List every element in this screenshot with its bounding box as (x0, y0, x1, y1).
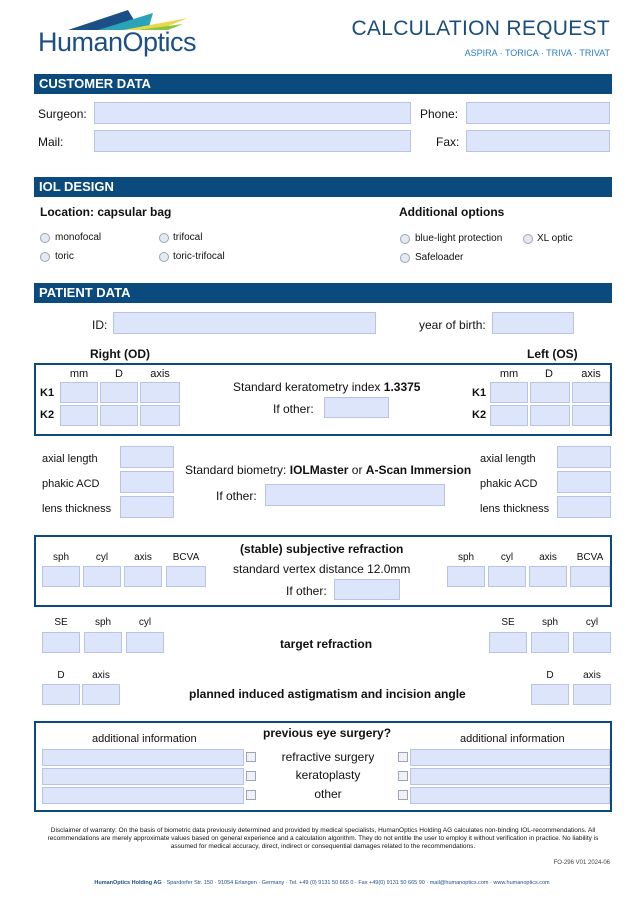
se-header-os: SE (501, 617, 515, 628)
safeloader-label: Safeloader (415, 252, 464, 263)
biometry-or: or (351, 463, 363, 477)
astig-d-os[interactable] (531, 684, 569, 705)
mail-field[interactable] (94, 130, 411, 152)
axis-od[interactable] (124, 566, 162, 587)
bcva-od[interactable] (166, 566, 206, 587)
additional-info-od-1[interactable] (42, 749, 244, 766)
additional-info-os-3[interactable] (410, 787, 610, 804)
kerato-mm-os: mm (499, 368, 519, 380)
section-patient-data: PATIENT DATA (34, 283, 612, 303)
safeloader-radio[interactable] (400, 253, 410, 263)
page-title: CALCULATION REQUEST (351, 17, 610, 40)
bcva-header-os: BCVA (576, 552, 604, 563)
biometry-if-other-field[interactable] (265, 484, 445, 506)
refractive-surgery-label: refractive surgery (281, 750, 375, 764)
id-label: ID: (92, 318, 108, 332)
phone-label: Phone: (420, 107, 459, 121)
additional-options-label: Additional options (399, 205, 505, 219)
phakic-acd-od[interactable] (120, 471, 174, 493)
axis-header-os: axis (539, 552, 557, 563)
form-code: FO-296 V01 2024-06 (553, 860, 610, 866)
kerato-if-other-label: If other: (273, 402, 314, 416)
monofocal-radio[interactable] (40, 233, 50, 243)
k2-label-os: K2 (472, 409, 487, 421)
surgeon-field[interactable] (94, 102, 411, 124)
lens-thickness-os[interactable] (557, 496, 611, 518)
vertex-distance-text: standard vertex distance 12.0mm (233, 562, 411, 576)
cyl-header-os: cyl (500, 552, 514, 563)
fax-field[interactable] (466, 130, 610, 152)
keratoplasty-checkbox-os[interactable] (398, 771, 408, 781)
k1-mm-os[interactable] (490, 382, 528, 403)
kerato-axis-os: axis (581, 368, 601, 380)
bcva-os[interactable] (570, 566, 610, 587)
biometry-option-b: A-Scan Immersion (365, 463, 472, 477)
target-sph-header-os: sph (541, 617, 559, 628)
blue-light-radio[interactable] (400, 234, 410, 244)
sph-header-os: sph (457, 552, 475, 563)
target-sph-os[interactable] (531, 632, 569, 653)
left-eye-label: Left (OS) (527, 347, 578, 361)
cyl-od[interactable] (83, 566, 121, 587)
xl-optic-radio[interactable] (523, 234, 533, 244)
footer-company: HumanOptics Holding AG (94, 880, 162, 886)
toric-label: toric (55, 251, 74, 262)
monofocal-label: monofocal (55, 232, 102, 243)
refraction-title: (stable) subjective refraction (240, 542, 404, 556)
bcva-header-od: BCVA (172, 552, 200, 563)
additional-info-od-3[interactable] (42, 787, 244, 804)
k1-label-os: K1 (472, 387, 487, 399)
k1-d-od[interactable] (100, 382, 138, 403)
disclaimer: Disclaimer of warranty: On the basis of biometric data previously determined and provided by medical specialists, HumanOptics Holding AG calculates non-binding IOL-recommendations. All recommendations are merely approximate values based on general experience and a calculation algorithm. They do not entitle the user to employ it without verification in practice. No liability is assumed for medical accuracy, direct, indirect or consequential damages related to the recommendations. (47, 827, 599, 850)
phakic-acd-label-od: phakic ACD (42, 478, 100, 490)
id-field[interactable] (113, 312, 376, 334)
target-sph-od[interactable] (84, 632, 122, 653)
fax-label: Fax: (436, 135, 460, 149)
year-of-birth-field[interactable] (492, 312, 574, 334)
astig-axis-od[interactable] (82, 684, 120, 705)
biometry-label: Standard biometry: (185, 463, 287, 477)
footer-address-line (0, 880, 644, 886)
refraction-if-other-field[interactable] (334, 579, 400, 600)
astig-d-header-os: D (546, 670, 554, 681)
biometry-option-a: IOLMaster (289, 463, 349, 477)
k1-d-os[interactable] (530, 382, 570, 403)
refractive-surgery-checkbox-od[interactable] (246, 752, 256, 762)
cyl-header-od: cyl (95, 552, 109, 563)
biometry-if-other-label: If other: (216, 489, 257, 503)
trifocal-label: trifocal (173, 232, 203, 243)
k2-mm-os[interactable] (490, 405, 528, 426)
k1-label-od: K1 (40, 387, 55, 399)
section-customer-data: CUSTOMER DATA (34, 74, 612, 94)
year-of-birth-label: year of birth: (419, 318, 486, 332)
additional-info-os-2[interactable] (410, 768, 610, 785)
additional-info-od-2[interactable] (42, 768, 244, 785)
astig-axis-os[interactable] (573, 684, 611, 705)
refraction-if-other-label: If other: (286, 584, 327, 598)
k2-axis-os[interactable] (572, 405, 610, 426)
additional-info-os-1[interactable] (410, 749, 610, 766)
location-label: Location: capsular bag (40, 205, 172, 219)
other-label: other (314, 787, 342, 801)
keratoplasty-label: keratoplasty (295, 768, 361, 782)
section-iol-design: IOL DESIGN (34, 177, 612, 197)
astig-d-od[interactable] (42, 684, 80, 705)
lens-thickness-od[interactable] (120, 496, 174, 518)
axial-length-os[interactable] (557, 446, 611, 468)
axis-os[interactable] (529, 566, 567, 587)
target-cyl-header-od: cyl (138, 617, 152, 628)
phakic-acd-label-os: phakic ACD (480, 478, 538, 490)
k1-mm-od[interactable] (60, 382, 98, 403)
blue-light-label: blue-light protection (415, 233, 503, 244)
target-cyl-od[interactable] (126, 632, 164, 653)
right-eye-label: Right (OD) (90, 347, 150, 361)
cyl-os[interactable] (488, 566, 526, 587)
target-se-os[interactable] (489, 632, 527, 653)
se-header-od: SE (54, 617, 68, 628)
k2-d-os[interactable] (530, 405, 570, 426)
keratometry-index-label: Standard keratometry index (233, 380, 381, 394)
kerato-mm-od: mm (69, 368, 89, 380)
axial-length-label-od: axial length (42, 453, 98, 465)
lens-thickness-label-od: lens thickness (42, 503, 112, 515)
axial-length-label-os: axial length (480, 453, 536, 465)
axial-length-od[interactable] (120, 446, 174, 468)
target-refraction-label: target refraction (280, 637, 373, 651)
xl-optic-label: XL optic (537, 233, 573, 244)
toric-radio[interactable] (40, 252, 50, 262)
kerato-d-od: D (115, 368, 123, 380)
product-list: ASPIRA · TORICA · TRIVA · TRIVAT (464, 48, 610, 58)
lens-thickness-label-os: lens thickness (480, 503, 550, 515)
target-se-od[interactable] (42, 632, 80, 653)
keratometry-index-text (233, 380, 420, 394)
mail-label: Mail: (38, 135, 64, 149)
kerato-d-os: D (545, 368, 553, 380)
toric-trifocal-label: toric-trifocal (173, 251, 225, 262)
trifocal-radio[interactable] (159, 233, 169, 243)
other-checkbox-od[interactable] (246, 790, 256, 800)
surgeon-label: Surgeon: (38, 107, 87, 121)
additional-info-header-od: additional information (92, 733, 197, 745)
sph-os[interactable] (447, 566, 485, 587)
k1-axis-od[interactable] (140, 382, 180, 403)
toric-trifocal-radio[interactable] (159, 252, 169, 262)
axis-header-od: axis (134, 552, 152, 563)
astig-axis-header-od: axis (92, 670, 110, 681)
target-cyl-header-os: cyl (585, 617, 599, 628)
target-cyl-os[interactable] (573, 632, 611, 653)
target-sph-header-od: sph (94, 617, 112, 628)
k2-d-od[interactable] (100, 405, 138, 426)
additional-info-header-os: additional information (460, 733, 565, 745)
astig-d-header-od: D (57, 670, 65, 681)
k2-label-od: K2 (40, 409, 55, 421)
previous-surgery-title: previous eye surgery? (263, 726, 392, 740)
sph-header-od: sph (52, 552, 70, 563)
kerato-axis-od: axis (150, 368, 170, 380)
k2-axis-od[interactable] (140, 405, 180, 426)
logo-text: HumanOptics (38, 27, 197, 57)
astigmatism-label: planned induced astigmatism and incision angle (189, 687, 466, 701)
refractive-surgery-checkbox-os[interactable] (398, 752, 408, 762)
footer-address: · Spardorfer Str. 150 · 91054 Erlangen · Germany · Tel. +49 (0) 9131 50 665 0 · Fax +49(0) 9131 50 665 90 · mail@humanoptics.com · www.humanoptics.com (161, 880, 550, 886)
kerato-if-other-field[interactable] (324, 397, 389, 418)
keratometry-index-value: 1.3375 (383, 380, 421, 394)
phone-field[interactable] (466, 102, 610, 124)
biometry-text (185, 463, 471, 477)
keratoplasty-checkbox-od[interactable] (246, 771, 256, 781)
phakic-acd-os[interactable] (557, 471, 611, 493)
other-checkbox-os[interactable] (398, 790, 408, 800)
sph-od[interactable] (42, 566, 80, 587)
k2-mm-od[interactable] (60, 405, 98, 426)
astig-axis-header-os: axis (583, 670, 601, 681)
k1-axis-os[interactable] (572, 382, 610, 403)
